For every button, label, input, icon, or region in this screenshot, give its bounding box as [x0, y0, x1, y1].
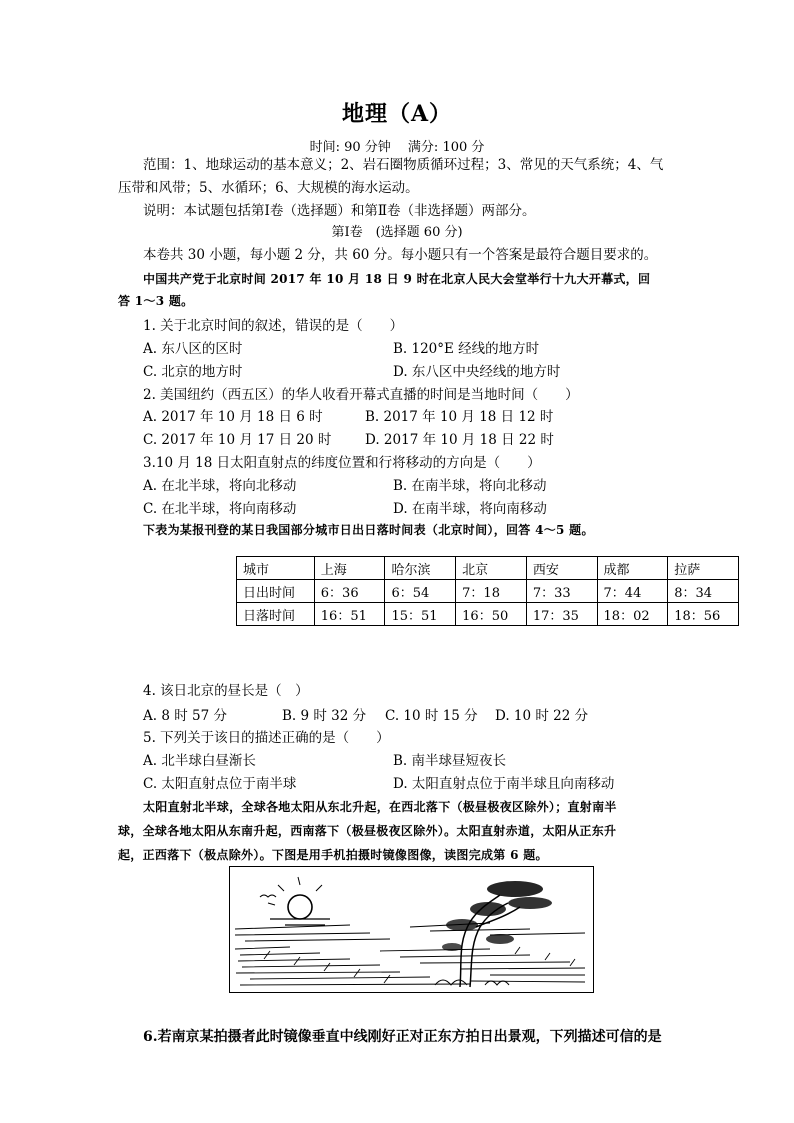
- context-3-line-1: 太阳直射北半球，全球各地太阳从东北升起，在西北落下（极昼极夜区除外）；直射南半: [143, 800, 617, 814]
- q2-option-d: D. 2017 年 10 月 18 日 22 时: [365, 432, 554, 448]
- q1-option-c: C. 北京的地方时: [143, 364, 243, 380]
- q3-option-d: D. 在南半球，将向南移动: [393, 501, 547, 517]
- table-cell: 7：18: [456, 580, 527, 603]
- context-1-line-2: 答 1～3 题。: [118, 294, 194, 308]
- table-cell: 16：50: [456, 603, 527, 626]
- q1-option-b: B. 120°E 经线的地方时: [393, 341, 540, 357]
- q3-stem: 3.10 月 18 日太阳直射点的纬度位置和行将移动的方向是（ ）: [143, 455, 541, 471]
- table-cell: 6：54: [385, 580, 456, 603]
- table-cell: 7：44: [597, 580, 668, 603]
- q4-option-d: D. 10 时 22 分: [495, 708, 589, 724]
- q1-stem: 1. 关于北京时间的叙述，错误的是（ ）: [143, 318, 404, 334]
- scope-line-1: 范围：1、地球运动的基本意义；2、岩石圈物质循环过程；3、常见的天气系统；4、气: [143, 157, 664, 173]
- table-cell: 7：33: [526, 580, 597, 603]
- table-row: [237, 580, 739, 603]
- q3-option-b: B. 在南半球，将向北移动: [393, 478, 547, 494]
- instruction: 本卷共 30 小题，每小题 2 分，共 60 分。每小题只有一个答案是最符合题目要求的。: [143, 247, 658, 263]
- exam-meta: 时间: 90 分钟 满分: 100 分: [309, 140, 485, 155]
- table-cell: 18：56: [668, 603, 739, 626]
- sun-icon: [268, 877, 330, 925]
- sunrise-sketch-image: [229, 866, 594, 993]
- q2-option-b: B. 2017 年 10 月 18 日 12 时: [365, 409, 554, 425]
- table-cell: 上海: [314, 557, 385, 580]
- q2-stem: 2. 美国纽约（西五区）的华人收看开幕式直播的时间是当地时间（ ）: [143, 387, 579, 403]
- q5-option-d: D. 太阳直射点位于南半球且向南移动: [393, 776, 615, 792]
- table-cell: 日出时间: [237, 580, 315, 603]
- q3-option-c: C. 在北半球，将向南移动: [143, 501, 297, 517]
- table-cell: 成都: [597, 557, 668, 580]
- context-2: 下表为某报刊登的某日我国部分城市日出日落时间表（北京时间），回答 4～5 题。: [143, 523, 594, 537]
- q4-stem: 4. 该日北京的昼长是（ ）: [143, 683, 309, 699]
- q5-option-c: C. 太阳直射点位于南半球: [143, 776, 297, 792]
- section-title: 第Ⅰ卷 (选择题 60 分): [331, 225, 463, 240]
- scope-line-2: 压带和风带；5、水循环；6、大规模的海水运动。: [118, 180, 419, 196]
- table-cell: 日落时间: [237, 603, 315, 626]
- q6-stem: 6.若南京某拍摄者此时镜像垂直中线刚好正对正东方拍日出景观，下列描述可信的是: [143, 1029, 662, 1045]
- q5-option-b: B. 南半球昼短夜长: [393, 753, 507, 769]
- q5-option-a: A. 北半球白昼渐长: [143, 753, 256, 769]
- sunrise-sunset-table: [236, 556, 739, 626]
- table-cell: 哈尔滨: [385, 557, 456, 580]
- table-cell: 18：02: [597, 603, 668, 626]
- context-3-line-3: 起，正西落下（极点除外）。下图是用手机拍摄时镜像图像，读图完成第 6 题。: [118, 848, 548, 862]
- exam-note: 说明：本试题包括第Ⅰ卷（选择题）和第Ⅱ卷（非选择题）两部分。: [143, 203, 536, 219]
- table-row: [237, 603, 739, 626]
- table-cell: 16：51: [314, 603, 385, 626]
- sunrise-sketch-drawing: [230, 867, 593, 992]
- table-header-row: [237, 557, 739, 580]
- q4-option-a: A. 8 时 57 分: [143, 708, 227, 724]
- q1-option-a: A. 东八区的区时: [143, 341, 243, 357]
- table-cell: 8：34: [668, 580, 739, 603]
- table-cell: 北京: [456, 557, 527, 580]
- context-1-line-1: 中国共产党于北京时间 2017 年 10 月 18 日 9 时在北京人民大会堂举行十九大开幕式，回: [143, 272, 651, 286]
- table-cell: 15：51: [385, 603, 456, 626]
- q1-option-d: D. 东八区中央经线的地方时: [393, 364, 561, 380]
- table-cell: 拉萨: [668, 557, 739, 580]
- q5-stem: 5. 下列关于该日的描述正确的是（ ）: [143, 730, 390, 746]
- table-cell: 西安: [526, 557, 597, 580]
- page-title: 地理（A）: [341, 101, 453, 127]
- table-cell: 城市: [237, 557, 315, 580]
- table-cell: 6：36: [314, 580, 385, 603]
- q4-option-c: C. 10 时 15 分: [385, 708, 478, 724]
- table-cell: 17：35: [526, 603, 597, 626]
- q4-option-b: B. 9 时 32 分: [282, 708, 367, 724]
- q2-option-a: A. 2017 年 10 月 18 日 6 时: [143, 409, 323, 425]
- context-3-line-2: 球，全球各地太阳从东南升起，西南落下（极昼极夜区除外）。太阳直射赤道，太阳从正东升: [118, 824, 617, 838]
- q2-option-c: C. 2017 年 10 月 17 日 20 时: [143, 432, 332, 448]
- q3-option-a: A. 在北半球，将向北移动: [143, 478, 297, 494]
